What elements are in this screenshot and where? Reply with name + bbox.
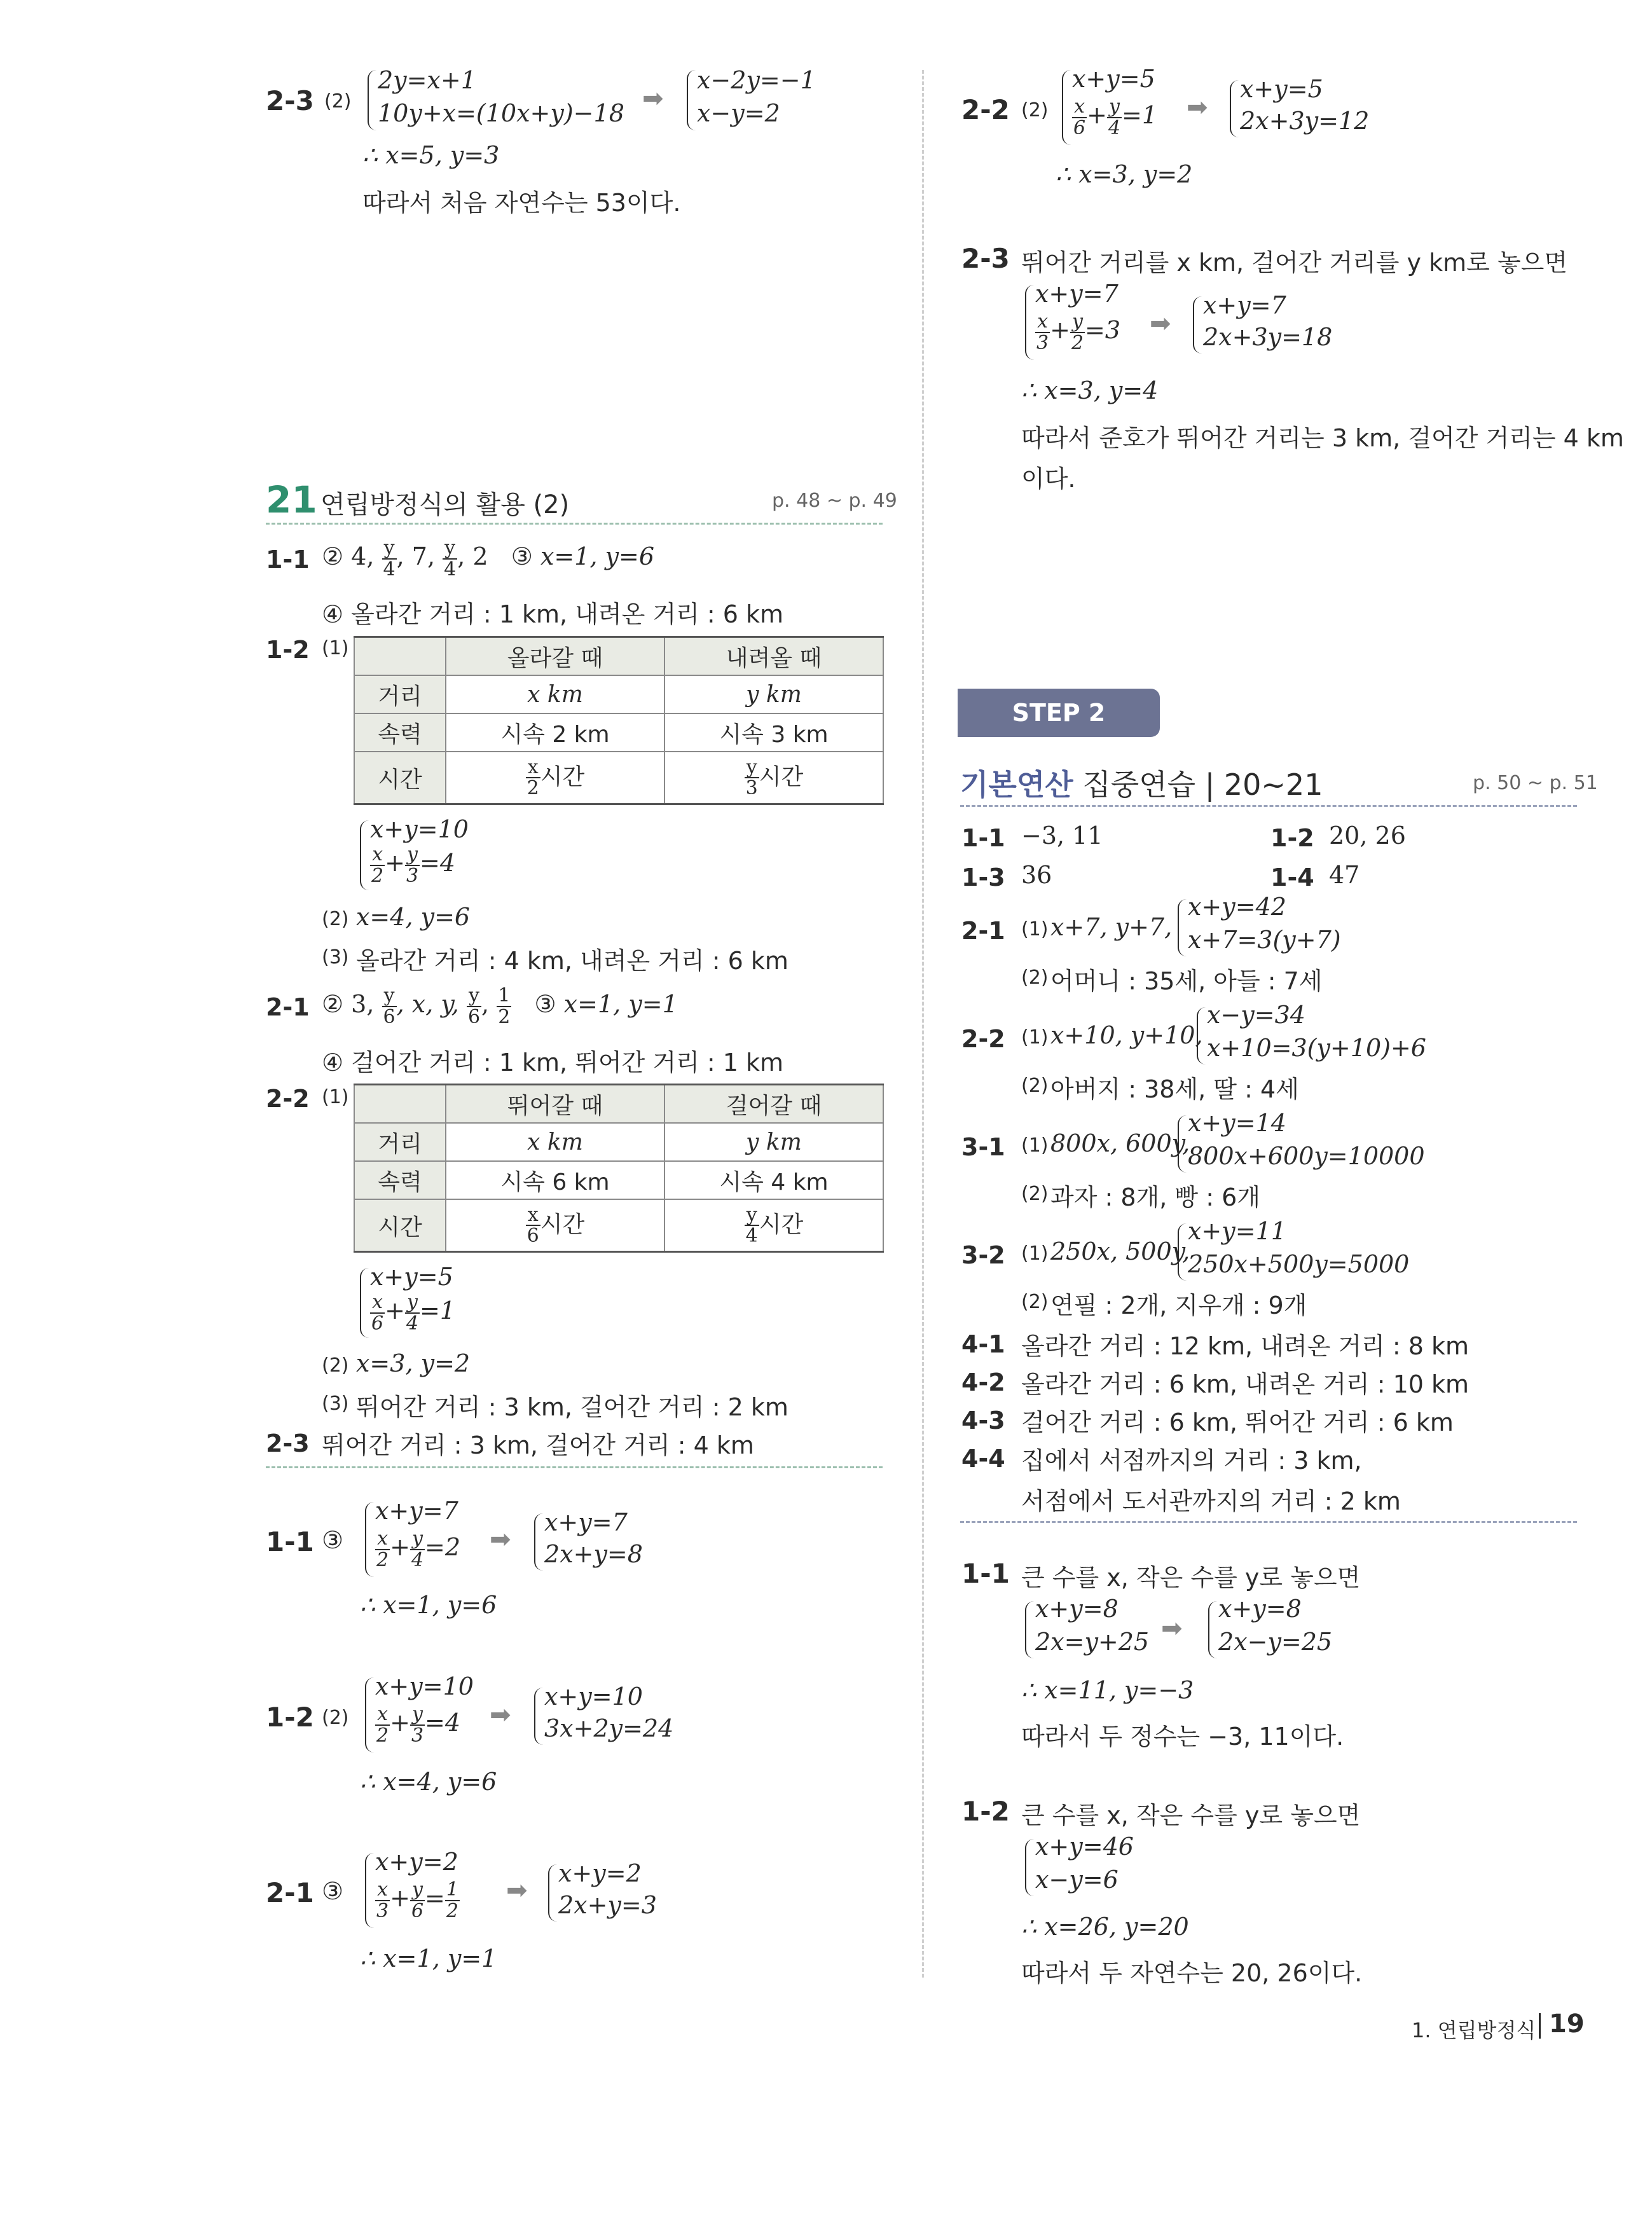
equation: 250x+500y=5000 <box>1188 1250 1410 1278</box>
denominator: 3 <box>745 777 758 799</box>
problem-number: 1-2 <box>961 1796 1010 1827</box>
right-arrow-icon: ➡ <box>642 84 664 113</box>
page-number: 19 <box>1549 2009 1585 2039</box>
right-arrow-icon: ➡ <box>490 1525 511 1554</box>
part-label: (1) <box>322 637 349 659</box>
equation: x+y=2 <box>375 1848 458 1876</box>
equation-system <box>1178 1109 1425 1173</box>
problem-number: 2-2 <box>266 1085 310 1113</box>
equation: x−y=34 <box>1207 1001 1305 1029</box>
problem-number: 4-2 <box>961 1368 1005 1396</box>
answer: 서점에서 도서관까지의 거리 : 2 km <box>1021 1487 1401 1515</box>
result: ∴ x=1, y=1 <box>360 1944 497 1972</box>
denominator: 6 <box>527 1225 539 1247</box>
answer-line <box>322 1043 783 1078</box>
part-label: (2) <box>1021 1075 1049 1097</box>
equation: x+y=7 <box>375 1497 458 1525</box>
table-cell <box>354 1085 446 1124</box>
problem-number: 2-3 <box>266 1429 310 1457</box>
equation-system: x+y=2 $\frac{x}{3}$ + $\frac{y}{6}$ = $\frac{1}{2}$ <box>365 1853 374 1928</box>
answer: 걸어간 거리 : 6 km, 뛰어간 거리 : 6 km <box>1021 1408 1454 1436</box>
answer: 올라간 거리 : 6 km, 내려온 거리 : 10 km <box>1021 1370 1470 1398</box>
numerator: x <box>370 1292 385 1314</box>
numerator: y <box>410 1529 425 1550</box>
denominator: 6 <box>467 1005 481 1028</box>
text: =4 <box>425 1709 461 1737</box>
problem-number: 3-2 <box>961 1241 1005 1269</box>
equation-system: x+y=5 $\frac{x}{6}$ + $\frac{y}{4}$ =1 <box>1062 70 1071 145</box>
denominator: 3 <box>376 1899 389 1922</box>
chapter-label: 1. 연립방정식 <box>1412 2018 1536 2042</box>
part-label: (1) <box>1021 1242 1049 1265</box>
answer: 올라간 거리 : 12 km, 내려온 거리 : 8 km <box>1021 1332 1470 1360</box>
conclusion: 따라서 처음 자연수는 53이다. <box>362 189 681 217</box>
text: = <box>425 1884 445 1912</box>
equation: 2x+y=3 <box>558 1891 657 1919</box>
equation: x+y=7 <box>1203 291 1286 319</box>
equation: x+y=7 <box>544 1508 628 1536</box>
equation-system <box>1208 1595 1333 1658</box>
numerator: x <box>1035 312 1050 333</box>
problem-number: 1-1 <box>266 546 310 574</box>
equation-system: x+y=10 $\frac{x}{2}$ + $\frac{y}{3}$ =4 <box>360 820 369 890</box>
part-label: (2) <box>1021 99 1049 121</box>
denominator: 2 <box>1071 331 1084 354</box>
divider <box>960 1521 1577 1523</box>
table-cell <box>664 752 883 804</box>
answer-line <box>322 986 678 1027</box>
numerator: x <box>526 757 540 779</box>
table-header: 내려올 때 <box>664 637 883 676</box>
answer: 47 <box>1329 861 1360 889</box>
numerator: y <box>410 1704 425 1726</box>
equation: x−2y=−1 <box>697 66 816 94</box>
problem-number: 1-1 <box>961 824 1005 852</box>
unit: 시간 <box>759 1211 804 1237</box>
problem-number: 1-2 <box>1270 824 1314 852</box>
equation: x−y=6 <box>1035 1866 1119 1894</box>
part-label: (2) <box>324 90 352 113</box>
table-cell: 시속 2 km <box>446 713 664 752</box>
denominator: 6 <box>371 1312 384 1335</box>
denominator: 4 <box>444 558 457 581</box>
part-label: (1) <box>1021 918 1049 940</box>
numerator: y <box>405 1292 420 1314</box>
numerator: y <box>745 1205 759 1227</box>
problem-intro: 큰 수를 x, 작은 수를 y로 놓으면 <box>1021 1564 1361 1592</box>
numerator: y <box>382 538 397 560</box>
equation: x+y=2 <box>558 1859 642 1887</box>
section-number: 21 <box>266 478 317 521</box>
answer: 아버지 : 38세, 딸 : 4세 <box>1050 1075 1299 1103</box>
solution: x=1, y=6 <box>540 542 655 570</box>
row-header: 속력 <box>354 713 446 752</box>
part-label: (1) <box>1021 1134 1049 1157</box>
footer-separator <box>1539 2013 1541 2039</box>
problem-number: 1-3 <box>961 864 1005 891</box>
equation: 2x−y=25 <box>1218 1628 1333 1656</box>
answer: 36 <box>1021 861 1052 889</box>
equation: 2y=x+1 <box>378 66 476 94</box>
answer: 과자 : 8개, 빵 : 6개 <box>1050 1183 1260 1211</box>
equation-system: x+y=7 $\frac{x}{3}$ + $\frac{y}{2}$ =3 <box>1025 285 1034 360</box>
expression: 250x, 500y, <box>1050 1237 1190 1265</box>
answer: 뛰어간 거리 : 3 km, 걸어간 거리 : 4 km <box>322 1431 754 1459</box>
problem-number: 1-1 <box>266 1526 314 1557</box>
problem-number: 4-1 <box>961 1330 1005 1358</box>
equation: 2x+3y=18 <box>1203 323 1333 351</box>
table-cell: y km <box>664 1123 883 1161</box>
page-range: p. 50 ~ p. 51 <box>1473 772 1598 794</box>
equation: x+7=3(y+7) <box>1188 926 1341 954</box>
equation: x+y=8 <box>1035 1595 1119 1623</box>
numerator: y <box>443 538 457 560</box>
problem-number: 2-2 <box>961 1025 1005 1053</box>
equation: 2x=y+25 <box>1035 1628 1150 1656</box>
part-label: ③ <box>322 1526 344 1554</box>
problem-number: 2-3 <box>961 243 1010 274</box>
numerator: 1 <box>498 984 511 1007</box>
denominator: 3 <box>1036 331 1049 354</box>
problem-intro: 뛰어간 거리를 x km, 걸어간 거리를 y km로 놓으면 <box>1021 249 1568 277</box>
equation: x+y=10 <box>370 815 469 843</box>
expression: x+10, y+10, <box>1050 1021 1203 1049</box>
right-arrow-icon: ➡ <box>1187 93 1208 122</box>
denominator: 2 <box>446 1899 458 1922</box>
row-header: 속력 <box>354 1161 446 1199</box>
section-title: 연립방정식의 활용 (2) <box>320 490 570 520</box>
unit: 시간 <box>540 764 585 790</box>
answer: 뛰어간 거리 : 3 km, 걸어간 거리 : 2 km <box>356 1393 788 1421</box>
table-header: 뛰어갈 때 <box>446 1085 664 1124</box>
denominator: 6 <box>1073 116 1086 139</box>
part-label: (2) <box>1021 967 1049 989</box>
text: =1 <box>420 1297 456 1325</box>
row-header: 거리 <box>354 675 446 713</box>
answer: 걸어간 거리 : 1 km, 뛰어간 거리 : 1 km <box>351 1049 784 1077</box>
answer-line <box>322 538 654 579</box>
equation-system <box>687 66 816 130</box>
numerator: x <box>1072 97 1087 118</box>
right-arrow-icon: ➡ <box>506 1876 528 1905</box>
circled-number: ③ <box>511 542 533 570</box>
answer: 집에서 서점까지의 거리 : 3 km, <box>1021 1447 1362 1475</box>
data-table <box>354 636 884 805</box>
equation: x+y=5 <box>370 1263 453 1291</box>
table-header: 올라갈 때 <box>446 637 664 676</box>
denominator: 4 <box>406 1312 419 1335</box>
denominator: 2 <box>527 777 539 799</box>
divider <box>960 805 1577 807</box>
equation: x+y=42 <box>1188 893 1286 921</box>
numerator: y <box>467 986 481 1007</box>
right-arrow-icon: ➡ <box>490 1700 511 1730</box>
result: ∴ x=1, y=6 <box>360 1591 497 1619</box>
part-label: (2) <box>1021 1291 1049 1313</box>
right-arrow-icon: ➡ <box>1150 309 1171 338</box>
numerator: y <box>1107 97 1122 118</box>
problem-number: 2-2 <box>961 94 1010 125</box>
numerator: y <box>745 757 759 779</box>
expression: 800x, 600y, <box>1050 1129 1190 1157</box>
answer: −3, 11 <box>1021 822 1103 850</box>
equation: 3x+2y=24 <box>544 1714 674 1742</box>
circled-number: ② <box>322 990 344 1018</box>
divider <box>266 523 883 525</box>
denominator: 4 <box>745 1225 758 1247</box>
equation-system <box>1193 291 1333 354</box>
text: =1 <box>1122 101 1158 129</box>
problem-intro: 큰 수를 x, 작은 수를 y로 놓으면 <box>1021 1801 1361 1829</box>
equation: 2x+y=8 <box>544 1540 643 1568</box>
unit: 시간 <box>540 1211 585 1237</box>
row-header: 거리 <box>354 1123 446 1161</box>
part-label: (2) <box>322 1707 349 1729</box>
table-cell: y km <box>664 675 883 713</box>
table-header: 걸어갈 때 <box>664 1085 883 1124</box>
equation: x+y=7 <box>1035 280 1119 308</box>
solution: x=4, y=6 <box>356 903 471 931</box>
denominator: 4 <box>383 558 396 581</box>
equation-system: x+y=5 $\frac{x}{6}$ + $\frac{y}{4}$ =1 <box>360 1268 369 1338</box>
text: , <box>481 990 497 1018</box>
result: ∴ x=4, y=6 <box>360 1768 497 1796</box>
circled-number: ③ <box>534 990 556 1018</box>
equation: x+y=5 <box>1072 65 1155 93</box>
problem-number: 2-3 <box>266 85 314 116</box>
denominator: 2 <box>371 864 384 887</box>
answer: 올라간 거리 : 1 km, 내려온 거리 : 6 km <box>351 600 784 628</box>
problem-number: 2-1 <box>266 1877 314 1908</box>
divider <box>266 1466 883 1468</box>
conclusion: 이다. <box>1021 465 1076 493</box>
problem-number: 3-1 <box>961 1133 1005 1161</box>
equation: x+y=10 <box>544 1683 643 1710</box>
numerator: x <box>375 1880 390 1901</box>
result: ∴ x=3, y=2 <box>1056 160 1193 188</box>
column-divider <box>922 70 924 1978</box>
part-label: (2) <box>322 908 349 930</box>
denominator: 4 <box>1108 116 1121 139</box>
circled-number: ④ <box>322 1049 344 1077</box>
numerator: y <box>405 844 420 866</box>
equation: 2x+3y=12 <box>1240 107 1370 135</box>
part-label: (2) <box>1021 1183 1049 1205</box>
numerator: y <box>410 1880 425 1901</box>
equation-system <box>534 1508 643 1571</box>
problem-number: 1-4 <box>1270 864 1314 891</box>
row-header: 시간 <box>354 752 446 804</box>
denominator: 6 <box>383 1005 396 1028</box>
circled-number: ④ <box>322 600 344 628</box>
equation: x+y=14 <box>1188 1109 1286 1137</box>
table-cell: 시속 3 km <box>664 713 883 752</box>
denominator: 2 <box>376 1724 389 1747</box>
table-cell: x km <box>446 675 664 713</box>
result: ∴ x=26, y=20 <box>1021 1913 1189 1941</box>
equation: x+y=5 <box>1240 75 1323 103</box>
solution: x=3, y=2 <box>356 1349 471 1377</box>
data-table <box>354 1084 884 1253</box>
circled-number: ② <box>322 542 344 570</box>
part-label: ③ <box>322 1877 344 1905</box>
unit: 시간 <box>759 764 804 790</box>
table-cell <box>664 1199 883 1252</box>
text: =2 <box>425 1533 461 1561</box>
part-label: (1) <box>1021 1026 1049 1049</box>
equation: x+10=3(y+10)+6 <box>1207 1034 1426 1062</box>
text: =3 <box>1085 316 1121 344</box>
problem-number: 1-2 <box>266 636 310 664</box>
problem-number: 4-3 <box>961 1407 1005 1435</box>
numerator: y <box>382 986 397 1007</box>
page-range: p. 48 ~ p. 49 <box>772 490 897 512</box>
result: ∴ x=5, y=3 <box>362 141 500 169</box>
answer: 올라간 거리 : 4 km, 내려온 거리 : 6 km <box>356 947 788 975</box>
table-cell: 시속 4 km <box>664 1161 883 1199</box>
text: , 7, <box>396 542 443 570</box>
numerator: x <box>370 844 385 866</box>
conclusion: 따라서 두 자연수는 20, 26이다. <box>1021 1959 1363 1987</box>
denominator: 6 <box>411 1899 424 1922</box>
numerator: x <box>526 1205 540 1227</box>
equation: x+y=10 <box>375 1672 474 1700</box>
problem-number: 1-1 <box>961 1558 1010 1589</box>
equation: x+y=11 <box>1188 1217 1286 1245</box>
equation-system: x+y=7 $\frac{x}{2}$ + $\frac{y}{4}$ =2 <box>365 1502 374 1577</box>
expression: x+7, y+7, <box>1050 913 1173 941</box>
table-cell <box>354 637 446 676</box>
text: , x, y, <box>396 990 467 1018</box>
step-badge: STEP 2 <box>958 689 1160 737</box>
equation: x+y=8 <box>1218 1595 1302 1623</box>
answer: 20, 26 <box>1329 822 1406 850</box>
result: ∴ x=11, y=−3 <box>1021 1676 1194 1704</box>
text: =4 <box>420 849 456 877</box>
equation-system <box>1178 1217 1410 1281</box>
title-text: 집중연습 | 20~21 <box>1073 767 1323 802</box>
table-cell <box>446 752 664 804</box>
equation-system <box>548 1859 657 1922</box>
numerator: y <box>1070 312 1085 333</box>
denominator: 3 <box>411 1724 424 1747</box>
part-label: (3) <box>322 946 349 968</box>
answer: 연필 : 2개, 지우개 : 9개 <box>1050 1291 1307 1319</box>
conclusion: 따라서 두 정수는 −3, 11이다. <box>1021 1723 1344 1751</box>
equation-system <box>1197 1001 1426 1064</box>
equation-system <box>1025 1595 1150 1658</box>
equation: 10y+x=(10x+y)−18 <box>378 99 624 127</box>
title-highlight: 기본연산 <box>960 767 1073 802</box>
problem-number: 2-1 <box>266 993 310 1021</box>
equation-system: x+y=10 $\frac{x}{2}$ + $\frac{y}{3}$ =4 <box>365 1677 374 1752</box>
solution: x=1, y=1 <box>563 990 678 1018</box>
denominator: 4 <box>411 1548 424 1571</box>
equation: 800x+600y=10000 <box>1188 1142 1425 1170</box>
table-cell: x km <box>446 1123 664 1161</box>
equation-system <box>368 66 624 130</box>
right-arrow-icon: ➡ <box>1161 1614 1183 1643</box>
problem-number: 4-4 <box>961 1445 1005 1473</box>
text: 3, <box>351 990 382 1018</box>
equation-system <box>1025 1833 1134 1896</box>
table-cell: 시속 6 km <box>446 1161 664 1199</box>
part-label: (2) <box>322 1354 349 1377</box>
denominator: 2 <box>498 1005 511 1028</box>
section-title <box>960 762 1323 804</box>
numerator: x <box>375 1529 390 1550</box>
equation: x+y=46 <box>1035 1833 1134 1861</box>
answer: 어머니 : 35세, 아들 : 7세 <box>1050 967 1323 995</box>
text: , 2 <box>457 542 488 570</box>
equation-system <box>1178 893 1341 956</box>
numerator: x <box>375 1704 390 1726</box>
equation-system <box>534 1683 674 1745</box>
text: 4, <box>351 542 382 570</box>
problem-number: 1-2 <box>266 1702 314 1733</box>
denominator: 3 <box>406 864 419 887</box>
table-cell <box>446 1199 664 1252</box>
equation-system <box>1230 75 1370 137</box>
row-header: 시간 <box>354 1199 446 1252</box>
denominator: 2 <box>376 1548 389 1571</box>
part-label: (1) <box>322 1086 349 1108</box>
conclusion: 따라서 준호가 뛰어간 거리는 3 km, 걸어간 거리는 4 km <box>1021 424 1624 452</box>
part-label: (3) <box>322 1393 349 1415</box>
result: ∴ x=3, y=4 <box>1021 376 1159 404</box>
equation: x−y=2 <box>697 99 780 127</box>
answer-line <box>322 595 783 630</box>
problem-number: 2-1 <box>961 917 1005 945</box>
numerator: 1 <box>446 1878 458 1901</box>
